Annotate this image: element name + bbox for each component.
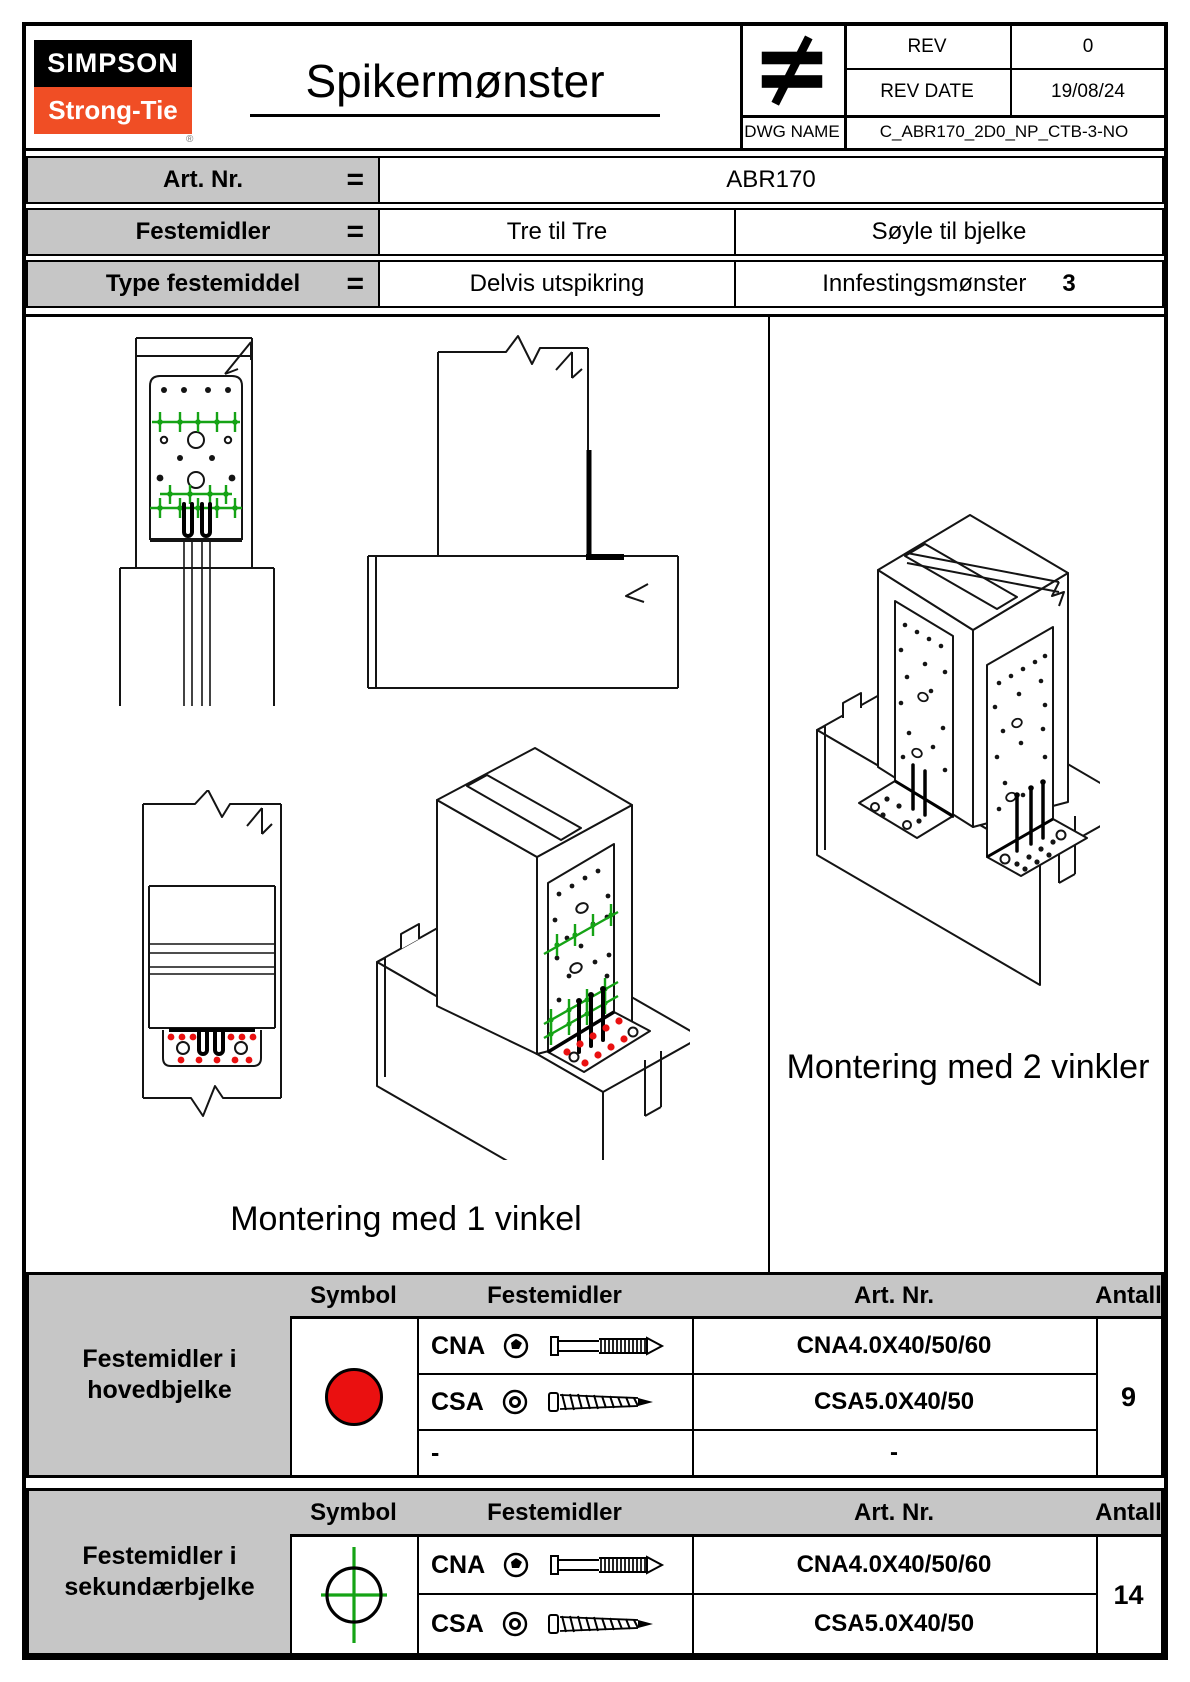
sekundaerbjelke-nail-symbol-icon xyxy=(315,1541,393,1649)
info-row-type-label-cell xyxy=(26,260,380,308)
cna-nail-icon xyxy=(547,1553,665,1577)
table1-artnr-cna: CNA4.0X40/50/60 xyxy=(692,1319,1098,1375)
csa-code-2: CSA xyxy=(431,1609,484,1638)
table1-row-csa xyxy=(417,1375,694,1431)
rev-value: 0 xyxy=(1082,36,1094,57)
simpson-strongtie-logo xyxy=(34,40,194,145)
isometric-two-brackets-drawing xyxy=(755,465,1100,1045)
table1-row-label-cell xyxy=(29,1275,292,1475)
isometric-one-bracket-drawing xyxy=(345,700,690,1160)
table2-header-antall: Antall xyxy=(1096,1491,1161,1537)
info-type-eq: = xyxy=(346,267,364,300)
info-festemidler-right-cell xyxy=(734,208,1164,256)
header-bottom-line xyxy=(26,148,1164,151)
csa-head-icon xyxy=(500,1387,530,1417)
table1-artnr-csa: CSA5.0X40/50 xyxy=(692,1375,1098,1431)
info-festemidler-left: Tre til Tre xyxy=(506,218,608,245)
table2-artnr-cna: CNA4.0X40/50/60 xyxy=(692,1537,1098,1595)
info-artnr-label: Art. Nr. xyxy=(162,166,243,193)
sheet-frame xyxy=(22,22,1168,1660)
dwg-name-value: C_ABR170_2D0_NP_CTB-3-NO xyxy=(879,121,1129,141)
table2-header-festemidler: Festemidler xyxy=(417,1491,694,1537)
dash-code: - xyxy=(431,1438,440,1467)
table2-label-line2: sekundærbjelke xyxy=(64,1573,255,1601)
rev-label: REV xyxy=(907,36,947,57)
table1-antall-value: 9 xyxy=(1120,1381,1137,1412)
info-row-artnr-label-cell xyxy=(26,156,380,204)
csa-screw-icon xyxy=(546,1611,664,1637)
info-artnr-value: ABR170 xyxy=(726,166,816,193)
table1-symbol-cell xyxy=(290,1319,419,1475)
drawing-area-top-line xyxy=(26,314,1164,317)
cna-nail-icon xyxy=(547,1334,665,1358)
table2-row-csa xyxy=(417,1595,694,1653)
logo-simpson: SIMPSON xyxy=(34,40,192,87)
hovedbjelke-nail-symbol-icon xyxy=(325,1368,383,1426)
table1-row-dash xyxy=(417,1431,694,1475)
info-type-left-cell xyxy=(378,260,736,308)
table2-row-cna xyxy=(417,1537,694,1595)
table1-header-festemidler: Festemidler xyxy=(417,1275,694,1319)
cna-code: CNA xyxy=(431,1331,486,1360)
info-festemidler-eq: = xyxy=(346,215,364,248)
dwg-name-label: DWG NAME xyxy=(744,121,840,141)
csa-head-icon xyxy=(500,1609,530,1639)
csa-code: CSA xyxy=(431,1387,484,1416)
table2-symbol-cell xyxy=(290,1537,419,1653)
table2-header-symbol: Symbol xyxy=(290,1491,419,1537)
info-festemidler-label: Festemidler xyxy=(135,218,271,245)
front-view-plate-drawing xyxy=(114,328,279,708)
info-type-label: Type festemiddel xyxy=(105,270,301,297)
cna-head-icon xyxy=(501,1331,531,1361)
info-row-festemidler-label-cell xyxy=(26,208,380,256)
not-equal-projection-icon xyxy=(750,32,834,110)
table2-row-label-cell xyxy=(29,1491,292,1653)
cna-code-2: CNA xyxy=(431,1550,486,1579)
info-type-left: Delvis utspikring xyxy=(469,270,645,297)
info-artnr-eq: = xyxy=(346,163,364,196)
table1-header-symbol: Symbol xyxy=(290,1275,419,1319)
rev-date-label: REV DATE xyxy=(880,80,974,102)
caption-one-bracket: Montering med 1 vinkel xyxy=(230,1200,582,1238)
registered-mark: ® xyxy=(186,134,194,145)
bottom-view-drawing xyxy=(135,790,290,1120)
table2-label-line1: Festemidler i xyxy=(82,1541,237,1570)
table1-header-antall: Antall xyxy=(1096,1275,1161,1319)
cna-head-icon xyxy=(501,1550,531,1580)
rev-date-value: 19/08/24 xyxy=(1051,80,1125,102)
table2-antall-value: 14 xyxy=(1113,1579,1144,1610)
side-view-drawing xyxy=(360,332,685,692)
csa-screw-icon xyxy=(546,1389,664,1415)
info-festemidler-left-cell xyxy=(378,208,736,256)
table2-artnr-csa: CSA5.0X40/50 xyxy=(692,1595,1098,1653)
info-festemidler-right: Søyle til bjelke xyxy=(871,218,1027,245)
info-pattern-number: 3 xyxy=(1062,270,1076,297)
fasteners-table-sekundaerbjelke xyxy=(26,1488,1164,1656)
table1-header-artnr: Art. Nr. xyxy=(692,1275,1098,1319)
table1-label-line1: Festemidler i xyxy=(82,1344,237,1373)
page-title: Spikermønster xyxy=(250,54,660,117)
info-artnr-value-cell xyxy=(378,156,1164,204)
table1-label-line2: hovedbjelke xyxy=(87,1376,232,1404)
projection-symbol-cell xyxy=(740,26,844,115)
table2-header-artnr: Art. Nr. xyxy=(692,1491,1098,1537)
logo-strongtie: Strong-Tie xyxy=(34,87,192,134)
fasteners-table-hovedbjelke xyxy=(26,1272,1164,1478)
caption-two-brackets: Montering med 2 vinkler xyxy=(786,1048,1150,1086)
info-pattern-label: Innfestingsmønster xyxy=(822,270,1027,297)
info-pattern-cell xyxy=(734,260,1164,308)
table1-artnr-dash: - xyxy=(692,1431,1098,1475)
table1-row-cna xyxy=(417,1319,694,1375)
